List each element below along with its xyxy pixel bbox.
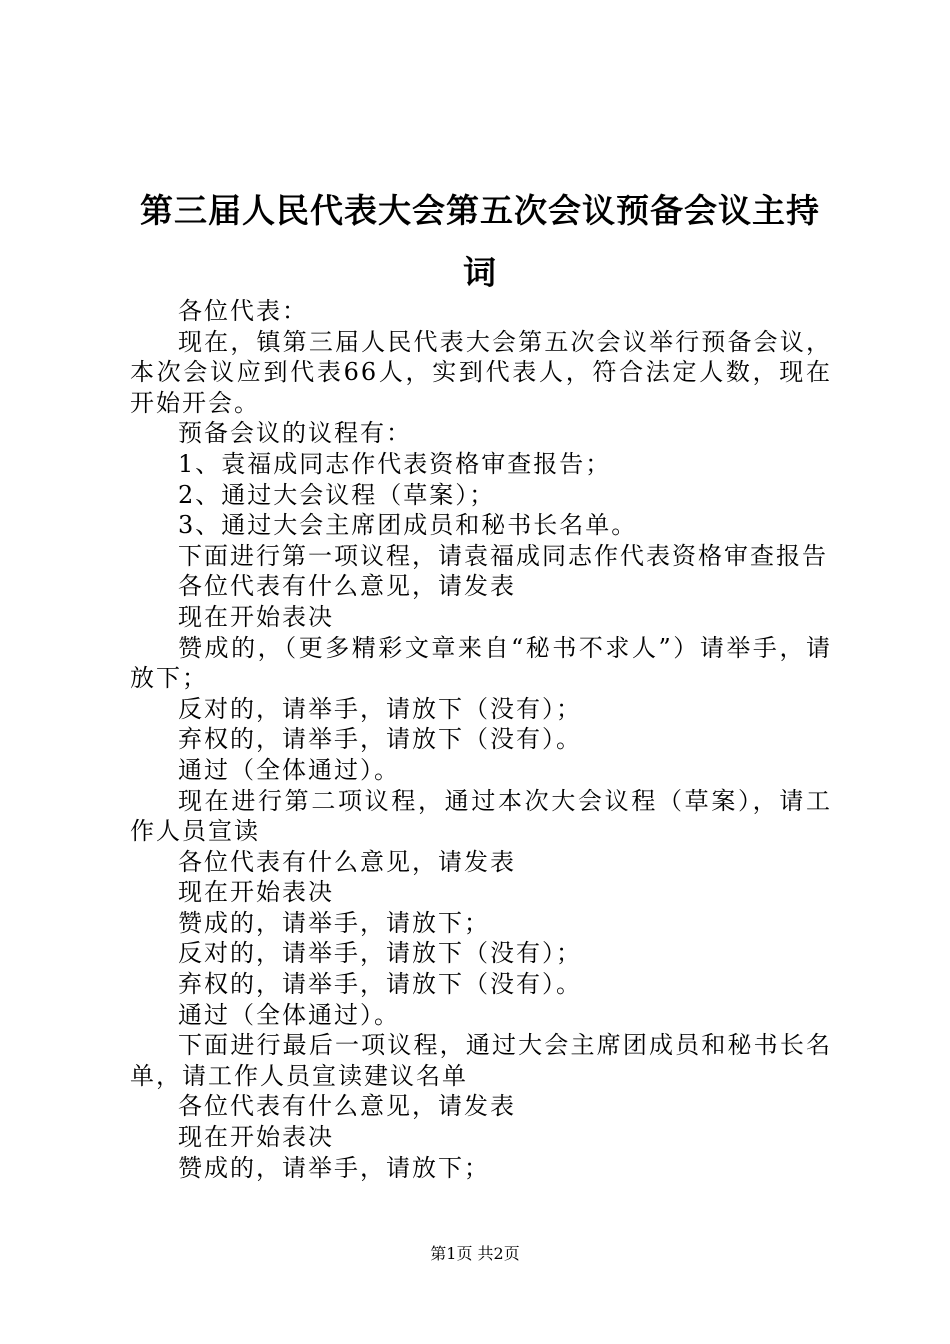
document-title: 第三届人民代表大会第五次会议预备会议主持词 [140, 191, 820, 292]
paragraph: 各位代表有什么意见，请发表 [178, 847, 516, 876]
page-footer: 第1页 共2页 [430, 1244, 520, 1263]
paragraph: 2、通过大会议程（草案）； [178, 480, 496, 509]
paragraph: 现在进行第二项议程，通过本次大会议程（草案），请工作人员宣读 [130, 786, 832, 846]
paragraph: 各位代表有什么意见，请发表 [178, 1092, 516, 1121]
paragraph: 赞成的，请举手，请放下； [178, 908, 490, 937]
paragraph: 现在开始表决 [178, 1123, 334, 1152]
paragraph: 反对的，请举手，请放下（没有）； [178, 694, 582, 723]
paragraph: 现在开始表决 [178, 602, 334, 631]
paragraph: 各位代表： [178, 297, 308, 325]
paragraph: 现在，镇第三届人民代表大会第五次会议举行预备会议，本次会议应到代表66人，实到代表人，符合法定人数，现在开始开会。 [130, 327, 832, 417]
paragraph: 现在开始表决 [178, 878, 334, 907]
paragraph: 通过（全体通过）。 [178, 755, 400, 784]
paragraph: 通过（全体通过）。 [178, 1000, 400, 1029]
paragraph: 赞成的，（更多精彩文章来自“秘书不求人”）请举手，请放下； [130, 633, 832, 693]
paragraph: 3、通过大会主席团成员和秘书长名单。 [178, 511, 638, 540]
paragraph: 预备会议的议程有： [178, 419, 412, 448]
paragraph: 下面进行第一项议程，请袁福成同志作代表资格审查报告 [178, 541, 828, 570]
document-body [130, 296, 832, 1183]
paragraph: 反对的，请举手，请放下（没有）； [178, 939, 582, 968]
paragraph: 1、袁福成同志作代表资格审查报告； [178, 449, 612, 478]
paragraph: 各位代表有什么意见，请发表 [178, 572, 516, 601]
paragraph: 弃权的，请举手，请放下（没有）。 [178, 725, 582, 754]
paragraph: 弃权的，请举手，请放下（没有）。 [178, 970, 582, 999]
paragraph: 赞成的，请举手，请放下； [178, 1153, 490, 1182]
paragraph: 下面进行最后一项议程，通过大会主席团成员和秘书长名单，请工作人员宣读建议名单 [130, 1031, 832, 1090]
